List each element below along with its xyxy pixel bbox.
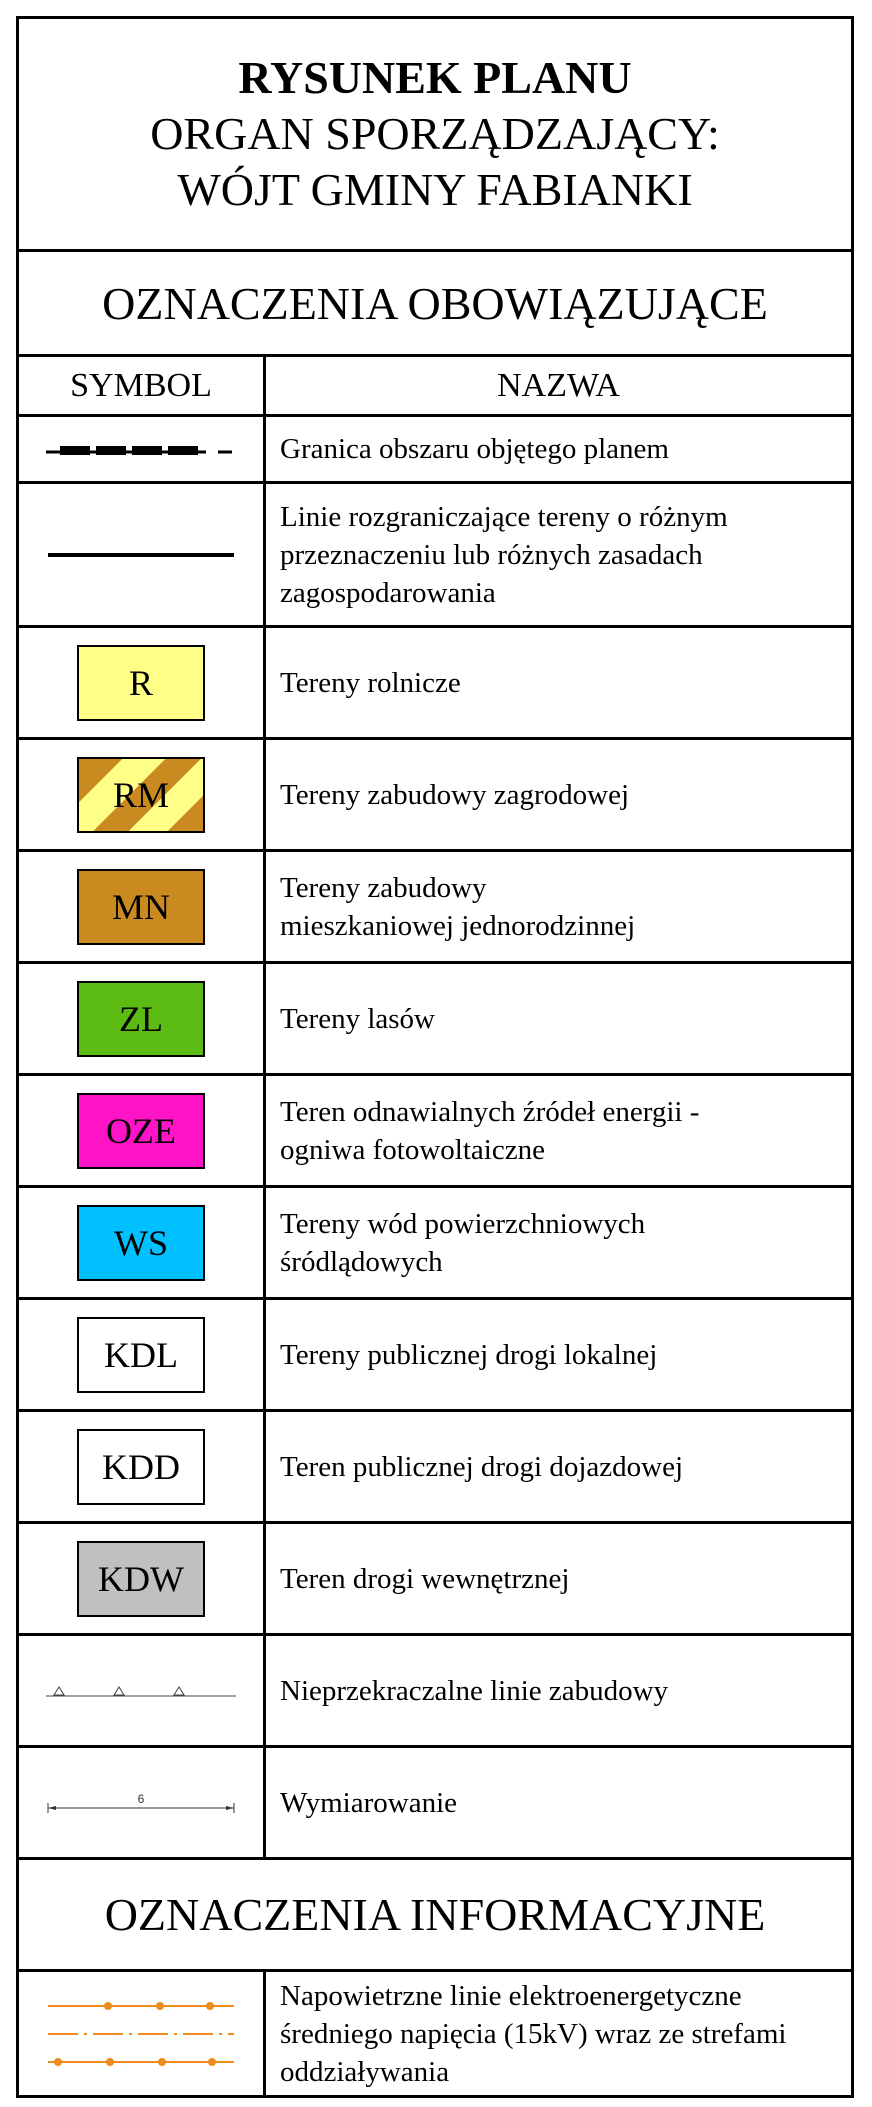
symbol-cell [19,740,266,849]
row-name: Teren drogi wewnętrznej [280,1562,570,1595]
column-header-symbol: SYMBOL [19,357,266,414]
boundary-dashed-line-icon [46,439,236,459]
symbol-cell [19,484,266,625]
symbol-cell [19,1748,266,1857]
symbol-cell [19,1412,266,1521]
row-name: Napowietrzne linie elektroenergetyczne średniego napięcia (15kV) wraz ze strefami oddziaływania [280,1979,787,2088]
symbol-cell [19,1076,266,1185]
row-name: Tereny zabudowy mieszkaniowej jednorodzinnej [280,871,636,942]
symbol-cell [19,964,266,1073]
legend-row [19,1748,851,1860]
row-name: Tereny rolnicze [280,666,461,699]
dimension-label: 6 [137,1791,145,1806]
color-swatch-kdw: KDW [77,1541,205,1617]
plan-title: RYSUNEK PLANU [238,52,632,103]
section-obowiazujace: OZNACZENIA OBOWIĄZUJĄCE [19,252,851,357]
color-swatch-oze: OZE [77,1093,205,1169]
building-line-icon [46,1681,236,1701]
symbol-cell [19,1636,266,1745]
color-swatch-mn: MN [77,869,205,945]
color-swatch-zl: ZL [77,981,205,1057]
column-header-row [19,357,851,417]
column-header-name: NAZWA [497,366,620,404]
color-swatch-r: R [77,645,205,721]
power-line-icon [48,1994,234,2074]
legend-row [19,1300,851,1412]
symbol-cell [19,1188,266,1297]
row-name: Wymiarowanie [280,1786,458,1819]
row-name: Tereny zabudowy zagrodowej [280,778,630,811]
symbol-cell [19,1972,266,2095]
legend-row [19,964,851,1076]
color-swatch-ws: WS [77,1205,205,1281]
legend-row [19,1524,851,1636]
legend-table [16,16,854,2098]
legend-row [19,852,851,964]
legend-row [19,1972,851,2095]
solid-line-icon [48,550,234,560]
legend-row [19,417,851,484]
row-name: Tereny wód powierzchniowych śródlądowych [280,1207,646,1278]
row-name: Tereny lasów [280,1002,435,1035]
organ-name: WÓJT GMINY FABIANKI [177,164,693,215]
row-name: Teren odnawialnych źródeł energii - ogniwa fotowoltaiczne [280,1095,700,1166]
row-name: Granica obszaru objętego planem [280,433,669,465]
row-name: Teren publicznej drogi dojazdowej [280,1450,684,1483]
color-swatch-kdl: KDL [77,1317,205,1393]
row-name: Nieprzekraczalne linie zabudowy [280,1674,669,1707]
legend-row [19,1412,851,1524]
dimension-line-icon [46,1791,236,1815]
row-name: Tereny publicznej drogi lokalnej [280,1338,658,1371]
legend-row [19,1188,851,1300]
legend-row [19,740,851,852]
legend-row [19,1076,851,1188]
row-name: Linie rozgraniczające tereny o różnym przeznaczeniu lub różnych zasadach zagospodarowania [280,500,728,609]
symbol-cell [19,852,266,961]
legend-row [19,484,851,628]
symbol-cell [19,628,266,737]
color-swatch-kdd: KDD [77,1429,205,1505]
legend-row [19,628,851,740]
color-swatch-rm: RM [77,757,205,833]
symbol-cell [19,417,266,481]
symbol-cell [19,1524,266,1633]
symbol-cell [19,1300,266,1409]
organ-label: ORGAN SPORZĄDZAJĄCY: [150,108,720,159]
plan-header [19,19,851,252]
section-informacyjne: OZNACZENIA INFORMACYJNE [19,1860,851,1972]
legend-row [19,1636,851,1748]
